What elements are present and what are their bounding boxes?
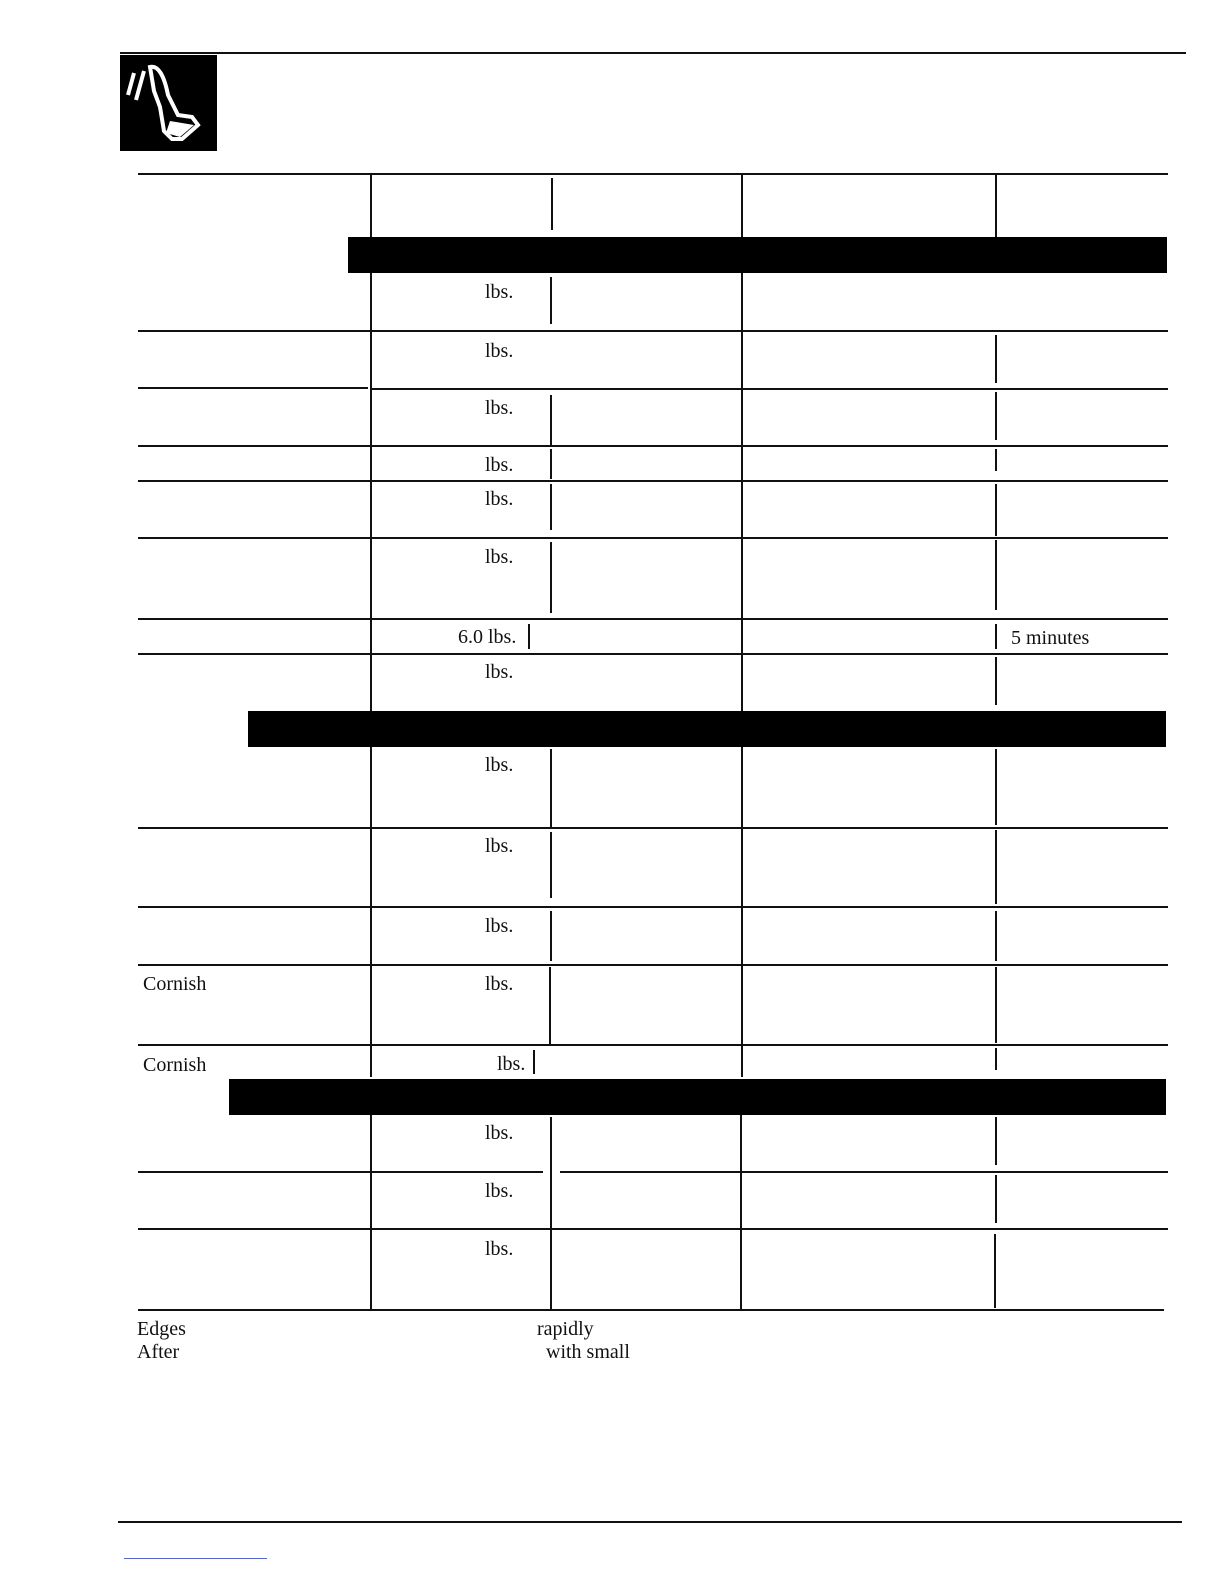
weight-unit: lbs.	[485, 661, 514, 683]
footnote-with-small: with small	[546, 1341, 630, 1363]
weight-unit: lbs.	[485, 915, 514, 937]
cell-divider	[550, 277, 552, 324]
cell-divider	[995, 749, 997, 825]
weight-unit: lbs.	[485, 1238, 514, 1260]
row-rule	[138, 537, 1168, 539]
row-rule	[138, 618, 1168, 620]
table-top-rule	[138, 173, 1168, 175]
cell-divider	[550, 749, 552, 827]
row-rule	[138, 387, 368, 389]
cell-divider	[995, 484, 997, 536]
footer-rule	[118, 1521, 1182, 1523]
row-rule	[138, 906, 1168, 908]
weight-unit: lbs.	[485, 281, 514, 303]
weight-unit: lbs.	[485, 1180, 514, 1202]
row-label-cornish: Cornish	[143, 973, 207, 995]
cell-divider	[549, 967, 551, 1044]
col-divider	[741, 175, 743, 239]
row-rule	[138, 653, 1168, 655]
cell-divider	[528, 624, 530, 649]
weight-unit: lbs.	[485, 1122, 514, 1144]
cell-divider	[995, 657, 997, 705]
cell-divider	[550, 832, 552, 898]
col-divider	[995, 175, 997, 237]
table-bottom-rule	[138, 1309, 1164, 1311]
cell-divider	[995, 335, 997, 383]
cell-divider	[533, 1050, 535, 1074]
cell-divider	[550, 395, 552, 445]
row-rule	[138, 445, 1168, 447]
col-divider	[370, 273, 372, 713]
section-bar	[229, 1079, 1166, 1115]
row-rule	[138, 1228, 1168, 1230]
section-bar	[348, 237, 1167, 273]
row-rule	[138, 1044, 1168, 1046]
cell-divider	[550, 911, 552, 961]
row-rule	[560, 1171, 1168, 1173]
cell-divider	[995, 540, 997, 610]
row-rule	[138, 1171, 543, 1173]
col-divider	[370, 747, 372, 1077]
cell-divider	[995, 624, 997, 649]
cell-divider	[994, 1234, 996, 1308]
cell-divider	[550, 484, 552, 530]
row-rule	[138, 330, 1168, 332]
row-rule	[370, 388, 1168, 390]
weight-unit: lbs.	[485, 488, 514, 510]
col-divider	[370, 175, 372, 239]
cell-divider	[995, 830, 997, 904]
weight-unit: lbs.	[485, 340, 514, 362]
weight-value: 6.0 lbs.	[458, 626, 517, 648]
col-divider	[741, 273, 743, 713]
footer-link-underline[interactable]	[124, 1558, 267, 1559]
header-rule	[120, 52, 1186, 54]
row-label-cornish: Cornish	[143, 1054, 207, 1076]
weight-unit: lbs.	[485, 397, 514, 419]
cell-divider	[995, 1117, 997, 1165]
footnote-rapidly: rapidly	[537, 1318, 594, 1340]
row-rule	[138, 827, 1168, 829]
cell-divider	[550, 449, 552, 479]
weight-unit: lbs.	[485, 546, 514, 568]
cell-divider	[995, 449, 997, 471]
cell-divider	[995, 1175, 997, 1223]
col-divider	[740, 1115, 742, 1310]
col-divider	[551, 178, 553, 230]
cell-divider	[995, 392, 997, 440]
cell-divider	[550, 542, 552, 613]
cell-divider	[995, 1048, 997, 1070]
row-rule	[138, 480, 1168, 482]
cell-divider	[995, 967, 997, 1043]
cell-divider	[550, 1117, 552, 1311]
footnote-after: After	[137, 1341, 180, 1363]
col-divider	[370, 1115, 372, 1311]
hand-pressing-pad-icon	[120, 55, 217, 151]
time-value: 5 minutes	[1011, 627, 1090, 649]
col-divider	[741, 747, 743, 1077]
weight-unit: lbs.	[485, 973, 514, 995]
section-bar	[248, 711, 1166, 747]
row-rule	[138, 964, 1168, 966]
cell-divider	[995, 911, 997, 961]
weight-unit: lbs.	[497, 1053, 526, 1075]
weight-unit: lbs.	[485, 835, 514, 857]
footnote-edges: Edges	[137, 1318, 186, 1340]
weight-unit: lbs.	[485, 454, 514, 476]
weight-unit: lbs.	[485, 754, 514, 776]
